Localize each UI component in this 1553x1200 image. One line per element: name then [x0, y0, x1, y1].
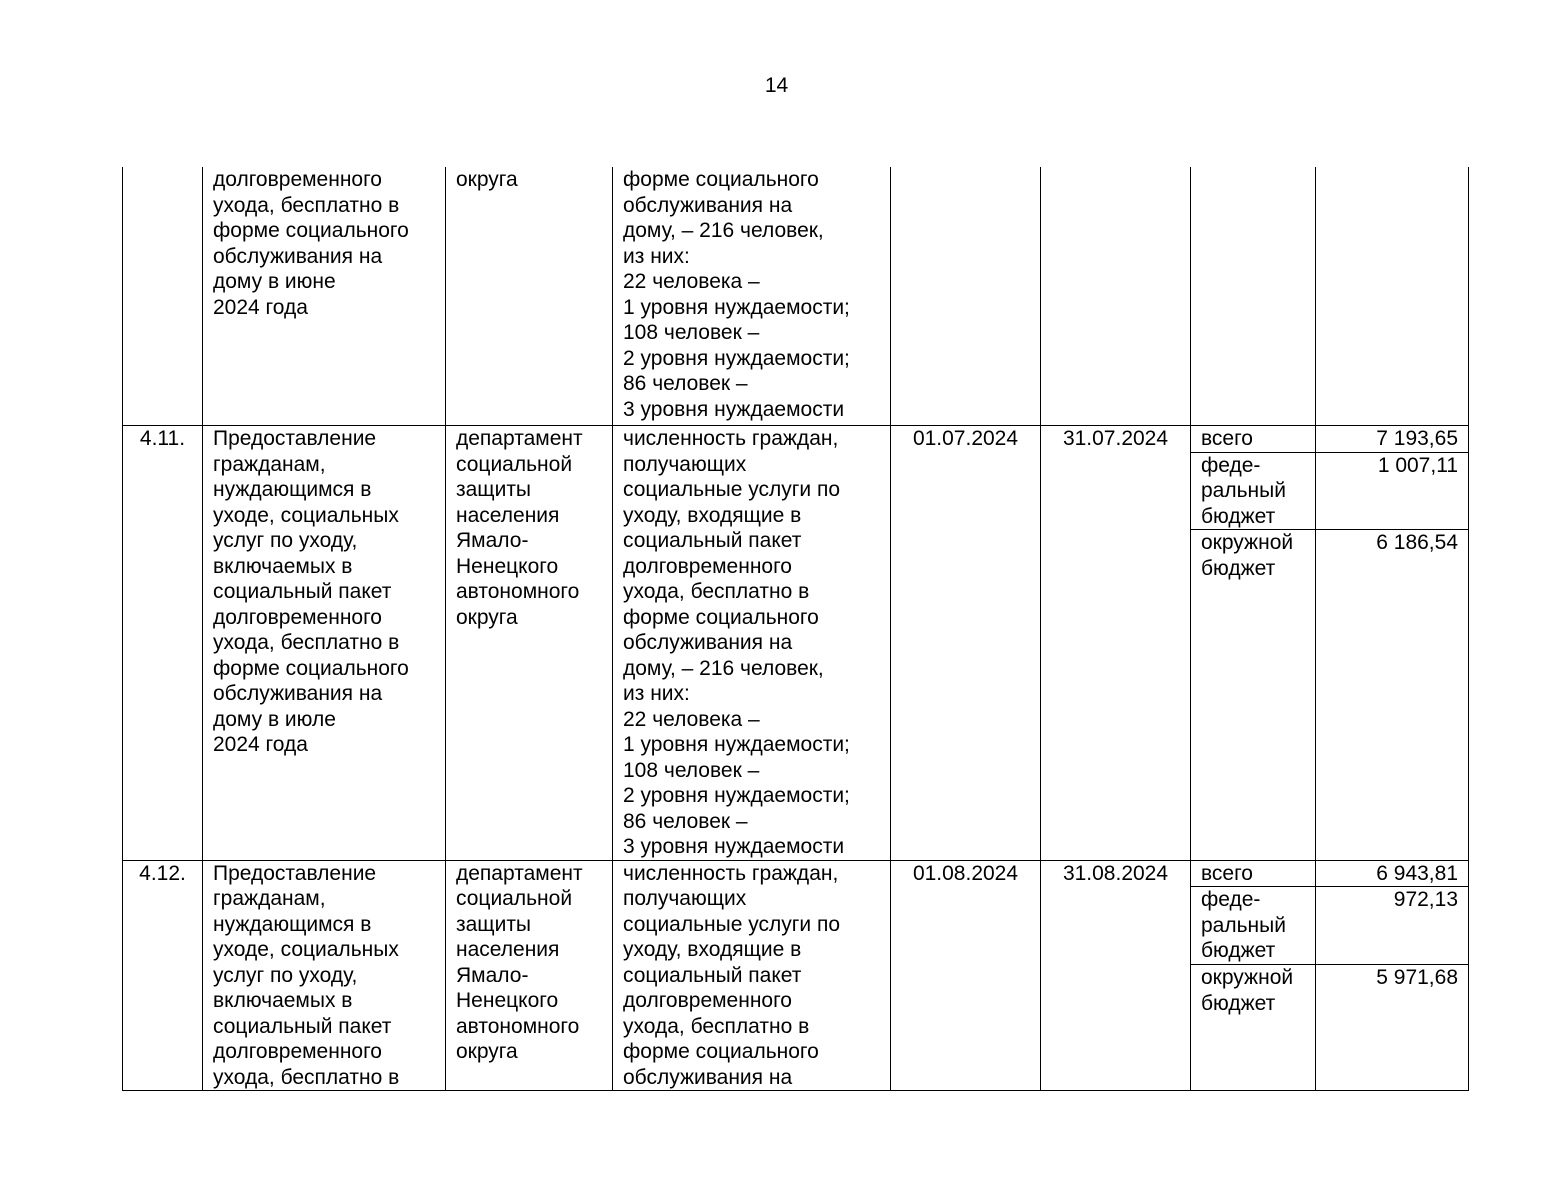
- funding-amount-cell: 6 186,54: [1316, 530, 1469, 860]
- funding-source-cell: [1191, 167, 1316, 426]
- funding-source-cell: феде- ральный бюджет: [1191, 887, 1316, 965]
- table-row-continued: [123, 167, 1469, 426]
- row-number-cell: 4.12.: [123, 860, 203, 1091]
- funding-source-cell: феде- ральный бюджет: [1191, 452, 1316, 530]
- start-date-cell: [891, 167, 1041, 426]
- description-cell: Предоставление гражданам, нуждающимся в уходе, социальных услуг по уходу, включаемых в социальный пакет долговременного ухода, бесплатно в: [203, 860, 446, 1091]
- description-cell: Предоставление гражданам, нуждающимся в уходе, социальных услуг по уходу, включаемых в социальный пакет долговременного ухода, бесплатно в форме социального обслуживания на дому в июле 2024 года: [203, 426, 446, 861]
- indicator-cell: численность граждан, получающих социальные услуги по уходу, входящие в социальный пакет долговременного ухода, бесплатно в форме социального обслуживания на дому, – 216 человек, из них: 22 человека – 1 уровня нуждаемости; 108 человек – 2 уровня нуждаемости; 86 человек – 3 уровня нуждаемости: [613, 426, 891, 861]
- funding-amount-cell: 972,13: [1316, 887, 1469, 965]
- indicator-cell: форме социального обслуживания на дому, – 216 человек, из них: 22 человека – 1 уровня нуждаемости; 108 человек – 2 уровня нуждаемости; 86 человек – 3 уровня нуждаемости: [613, 167, 891, 426]
- funding-amount-cell: [1316, 167, 1469, 426]
- table-row: [123, 426, 1469, 453]
- end-date-cell: 31.08.2024: [1041, 860, 1191, 1091]
- funding-amount-cell: 5 971,68: [1316, 965, 1469, 1091]
- funding-amount-cell: 7 193,65: [1316, 426, 1469, 453]
- table-row: [123, 860, 1469, 887]
- start-date-cell: 01.08.2024: [891, 860, 1041, 1091]
- description-cell: долговременного ухода, бесплатно в форме социального обслуживания на дому в июне 2024 года: [203, 167, 446, 426]
- activities-table: [122, 167, 1469, 1091]
- funding-source-cell: всего: [1191, 860, 1316, 887]
- page-number: 14: [764, 74, 789, 97]
- funding-source-cell: всего: [1191, 426, 1316, 453]
- funding-source-cell: окружной бюджет: [1191, 965, 1316, 1091]
- funding-source-cell: окружной бюджет: [1191, 530, 1316, 860]
- indicator-cell: численность граждан, получающих социальные услуги по уходу, входящие в социальный пакет долговременного ухода, бесплатно в форме социального обслуживания на: [613, 860, 891, 1091]
- funding-amount-cell: 1 007,11: [1316, 452, 1469, 530]
- end-date-cell: [1041, 167, 1191, 426]
- end-date-cell: 31.07.2024: [1041, 426, 1191, 861]
- start-date-cell: 01.07.2024: [891, 426, 1041, 861]
- row-number-cell: [123, 167, 203, 426]
- responsible-cell: департамент социальной защиты населения Ямало- Ненецкого автономного округа: [446, 860, 613, 1091]
- responsible-cell: округа: [446, 167, 613, 426]
- funding-amount-cell: 6 943,81: [1316, 860, 1469, 887]
- row-number-cell: 4.11.: [123, 426, 203, 861]
- responsible-cell: департамент социальной защиты населения Ямало- Ненецкого автономного округа: [446, 426, 613, 861]
